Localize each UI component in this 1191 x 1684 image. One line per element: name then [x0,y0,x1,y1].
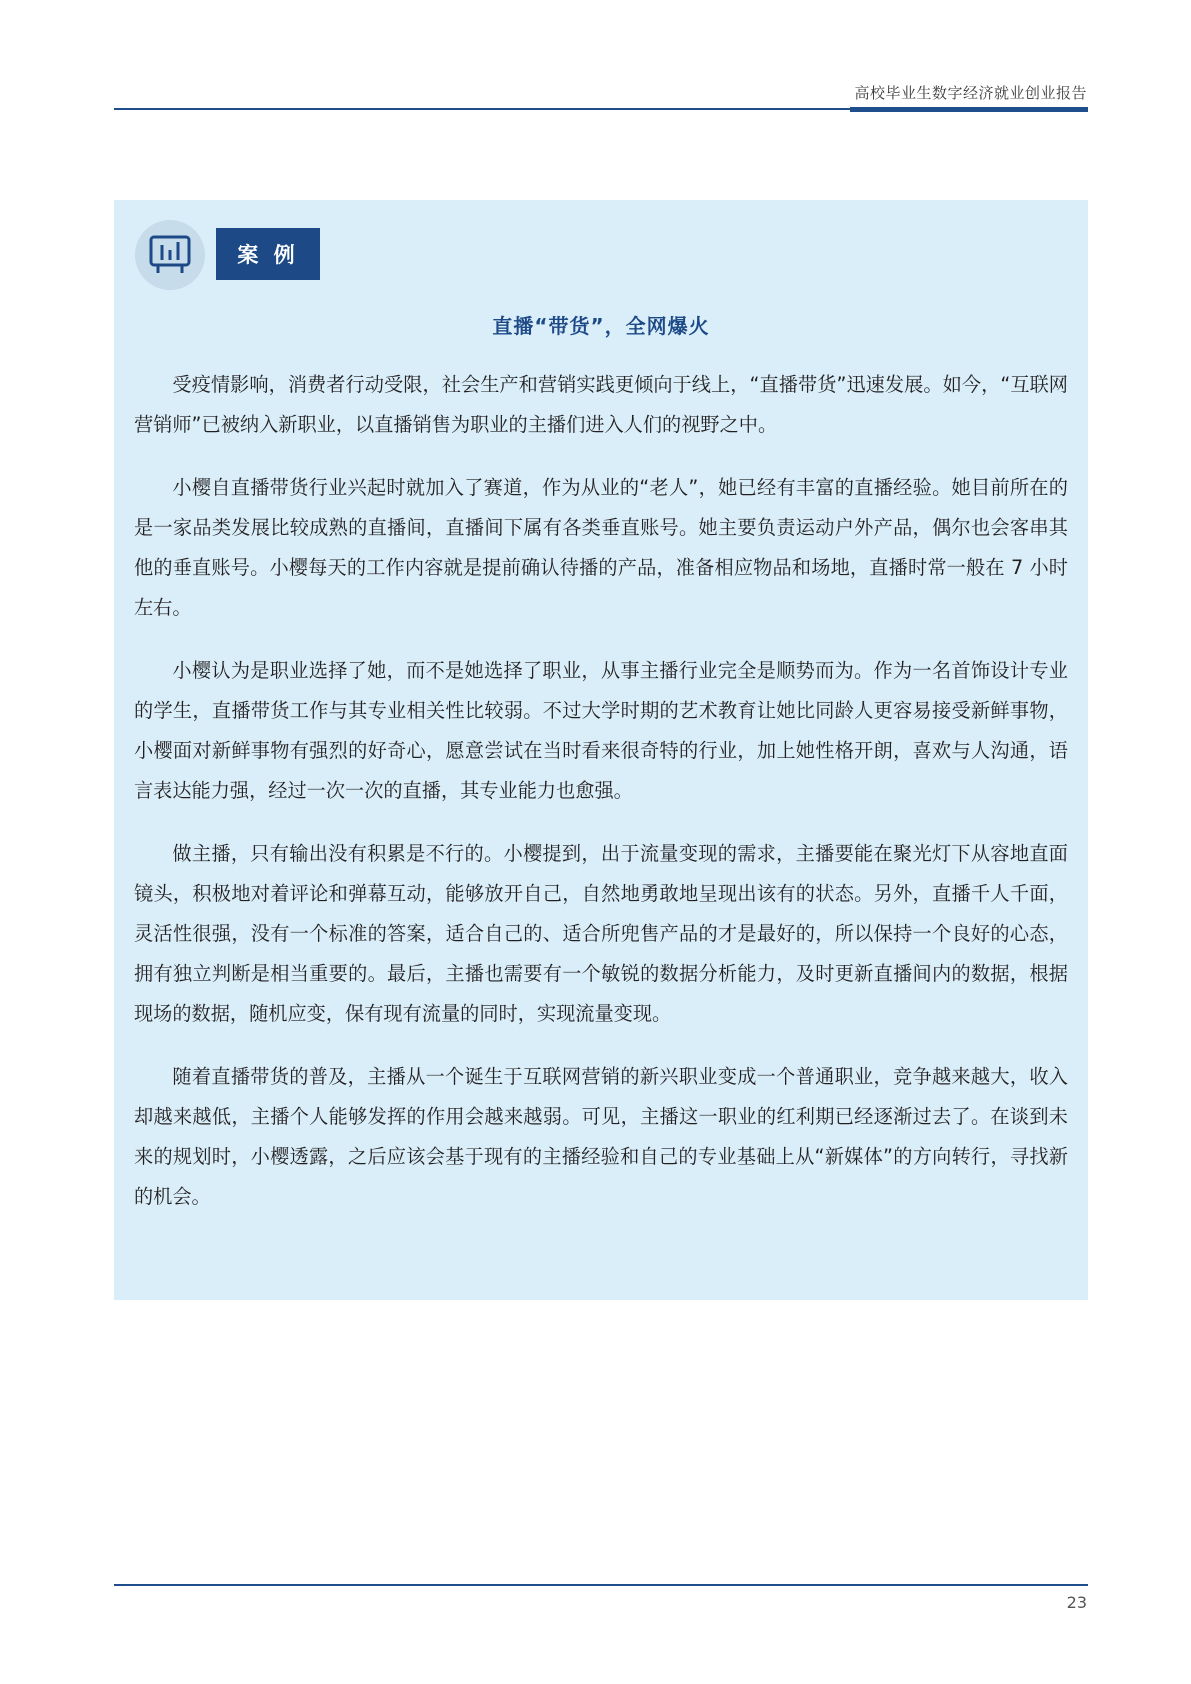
case-paragraph: 小樱认为是职业选择了她，而不是她选择了职业，从事主播行业完全是顺势而为。作为一名首饰设计专业的学生，直播带货工作与其专业相关性比较弱。不过大学时期的艺术教育让她比同龄人更容易接受新鲜事物，小樱面对新鲜事物有强烈的好奇心，愿意尝试在当时看来很奇特的行业，加上她性格开朗，喜欢与人沟通，语言表达能力强，经过一次一次的直播，其专业能力也愈强。 [134,659,1068,802]
page-number: 23 [1066,1593,1087,1612]
case-body [134,365,1068,1240]
header-rule-accent [850,107,1088,112]
footer-rule [114,1584,1088,1586]
chart-icon [135,220,205,290]
case-paragraph: 做主播，只有输出没有积累是不行的。小樱提到，出于流量变现的需求，主播要能在聚光灯下从容地直面镜头，积极地对着评论和弹幕互动，能够放开自己，自然地勇敢地呈现出该有的状态。另外，直播千人千面，灵活性很强，没有一个标准的答案，适合自己的、适合所兜售产品的才是最好的，所以保持一个良好的心态，拥有独立判断是相当重要的。最后，主播也需要有一个敏锐的数据分析能力，及时更新直播间内的数据，根据现场的数据，随机应变，保有现有流量的同时，实现流量变现。 [134,842,1068,1025]
case-box [114,200,1088,1300]
case-paragraph: 随着直播带货的普及，主播从一个诞生于互联网营销的新兴职业变成一个普通职业，竞争越来越大，收入却越来越低，主播个人能够发挥的作用会越来越弱。可见，主播这一职业的红利期已经逐渐过去了。在谈到未来的规划时，小樱透露，之后应该会基于现有的主播经验和自己的专业基础上从“新媒体”的方向转行，寻找新的机会。 [134,1065,1068,1208]
case-paragraph: 小樱自直播带货行业兴起时就加入了赛道，作为从业的“老人”，她已经有丰富的直播经验。她目前所在的是一家品类发展比较成熟的直播间，直播间下属有各类垂直账号。她主要负责运动户外产品，偶尔也会客串其他的垂直账号。小樱每天的工作内容就是提前确认待播的产品，准备相应物品和场地，直播时常一般在 7 小时左右。 [134,476,1068,619]
case-title: 直播“带货”，全网爆火 [492,314,710,338]
running-header-title: 高校毕业生数字经济就业创业报告 [854,84,1087,102]
case-paragraph: 受疫情影响，消费者行动受限，社会生产和营销实践更倾向于线上，“直播带货”迅速发展。如今，“互联网营销师”已被纳入新职业，以直播销售为职业的主播们进入人们的视野之中。 [134,373,1068,436]
case-label: 案 例 [216,228,320,280]
